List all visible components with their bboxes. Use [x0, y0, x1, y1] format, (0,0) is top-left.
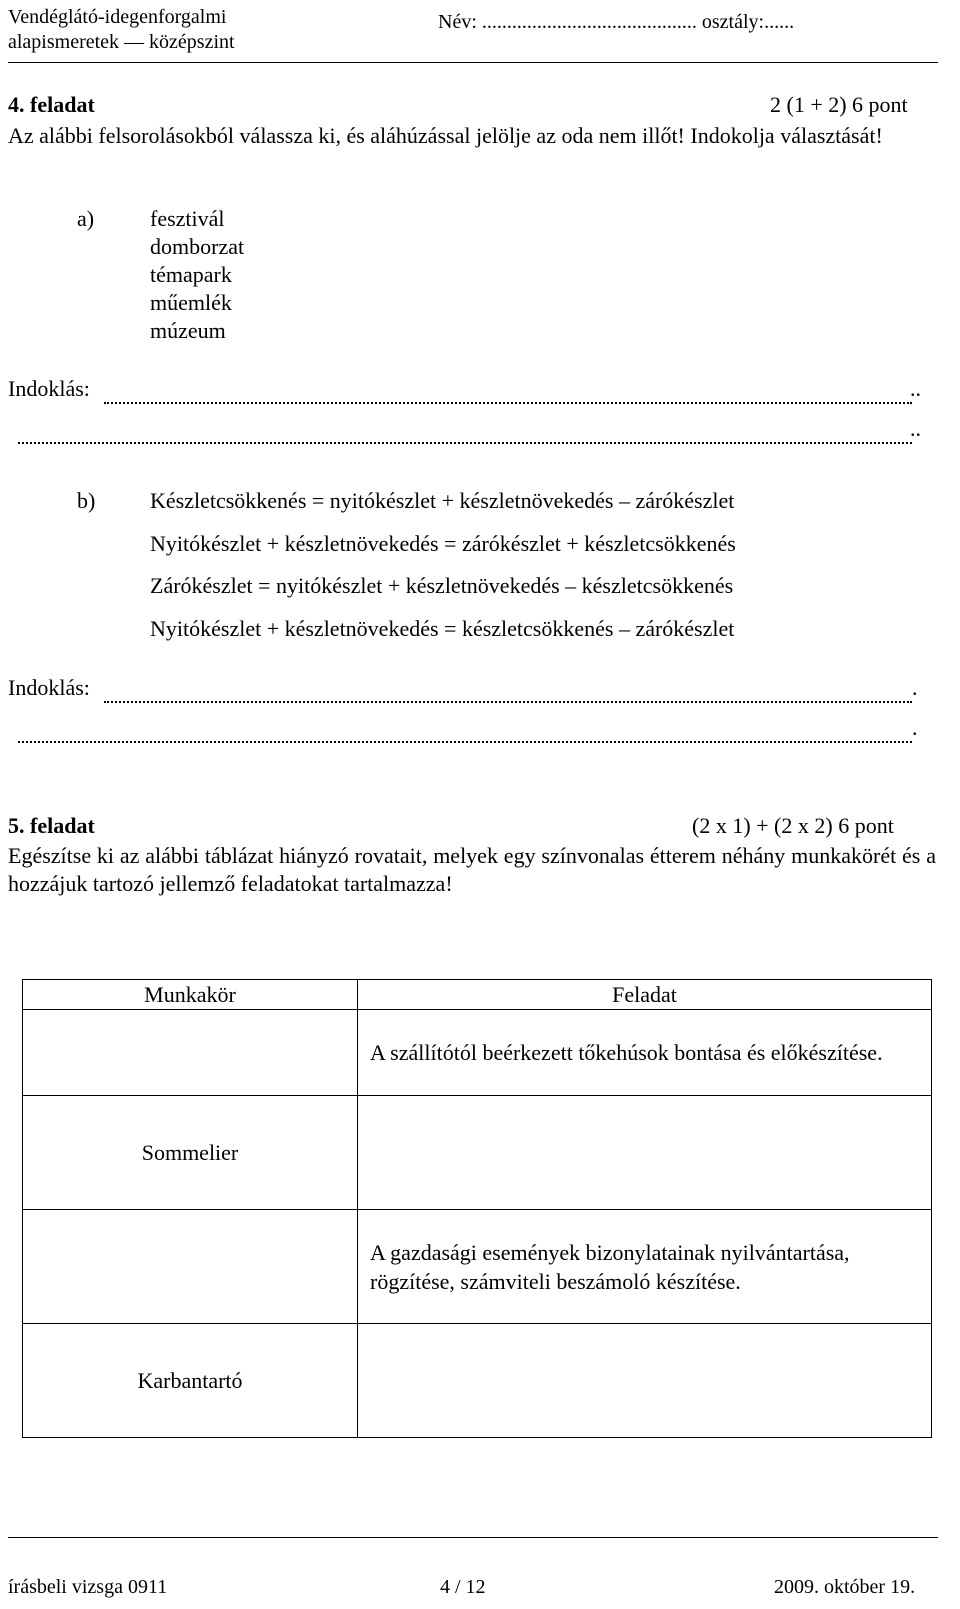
task4-reason-label-b: Indoklás:	[8, 675, 90, 700]
footer-page: 4 / 12	[440, 1576, 486, 1598]
answer-line-end: ..	[910, 416, 921, 441]
answer-line-end: ..	[910, 376, 921, 401]
task4-a-item: múzeum	[150, 318, 226, 343]
header-name-field: Név: ........................................... osztály:......	[438, 11, 795, 33]
task4-a-label: a)	[77, 206, 95, 231]
task4-b-item: Zárókészlet = nyitókészlet + készletnövekedés – készletcsökkenés	[150, 573, 734, 598]
table-cell: Sommelier	[23, 1096, 358, 1210]
footer-date: 2009. október 19.	[774, 1576, 916, 1598]
answer-line-end: .	[912, 675, 918, 700]
task4-a-item: domborzat	[150, 234, 245, 259]
task5-points: (2 x 1) + (2 x 2) 6 pont	[692, 813, 894, 838]
table-cell-input[interactable]	[358, 1324, 932, 1438]
header-subject-line2: alapismeretek — középszint	[8, 31, 235, 53]
answer-line[interactable]	[104, 402, 912, 404]
table-header-row	[23, 980, 932, 1010]
task5-title: 5. feladat	[8, 813, 95, 838]
table-header-cell: Munkakör	[23, 980, 358, 1010]
footer-exam: írásbeli vizsga 0911	[8, 1576, 168, 1598]
table-row	[23, 1210, 932, 1324]
table-header-cell: Feladat	[358, 980, 932, 1010]
table-cell: A szállítótól beérkezett tőkehúsok bontása és előkészítése.	[358, 1010, 932, 1096]
task4-reason-label-a: Indoklás:	[8, 376, 90, 401]
task4-b-item: Készletcsökkenés = nyitókészlet + készletnövekedés – zárókészlet	[150, 488, 735, 513]
footer-rule	[8, 1537, 938, 1538]
task4-b-label: b)	[77, 488, 96, 513]
answer-line[interactable]	[104, 701, 912, 703]
table-cell-input[interactable]	[358, 1096, 932, 1210]
task4-a-item: témapark	[150, 262, 232, 287]
task4-points: 2 (1 + 2) 6 pont	[770, 92, 908, 117]
table-row	[23, 1324, 932, 1438]
header-rule	[8, 62, 938, 63]
task4-title: 4. feladat	[8, 92, 95, 117]
job-table	[22, 979, 932, 1438]
answer-line-end: .	[912, 715, 918, 740]
task4-instruction: Az alábbi felsorolásokból válassza ki, és aláhúzással jelölje az oda nem illőt! Indokolja választását!	[8, 123, 883, 148]
task4-a-item: fesztivál	[150, 206, 225, 231]
task4-b-item: Nyitókészlet + készletnövekedés = készletcsökkenés – zárókészlet	[150, 616, 735, 641]
header-subject-line1: Vendéglátó-idegenforgalmi	[8, 6, 227, 28]
table-cell: Karbantartó	[23, 1324, 358, 1438]
table-cell: A gazdasági események bizonylatainak nyilvántartása, rögzítése, számviteli beszámoló készítése.	[358, 1210, 932, 1324]
table-cell-input[interactable]	[23, 1010, 358, 1096]
answer-line[interactable]	[18, 442, 912, 444]
table-row	[23, 1096, 932, 1210]
task5-instruction: Egészítse ki az alábbi táblázat hiányzó rovatait, melyek egy színvonalas étterem néhány munkakörét és a hozzájuk tartozó jellemző feladatokat tartalmazza!	[8, 843, 936, 896]
task4-b-item: Nyitókészlet + készletnövekedés = zárókészlet + készletcsökkenés	[150, 531, 736, 556]
answer-line[interactable]	[18, 741, 912, 743]
table-cell-input[interactable]	[23, 1210, 358, 1324]
task4-a-item: műemlék	[150, 290, 232, 315]
table-row	[23, 1010, 932, 1096]
